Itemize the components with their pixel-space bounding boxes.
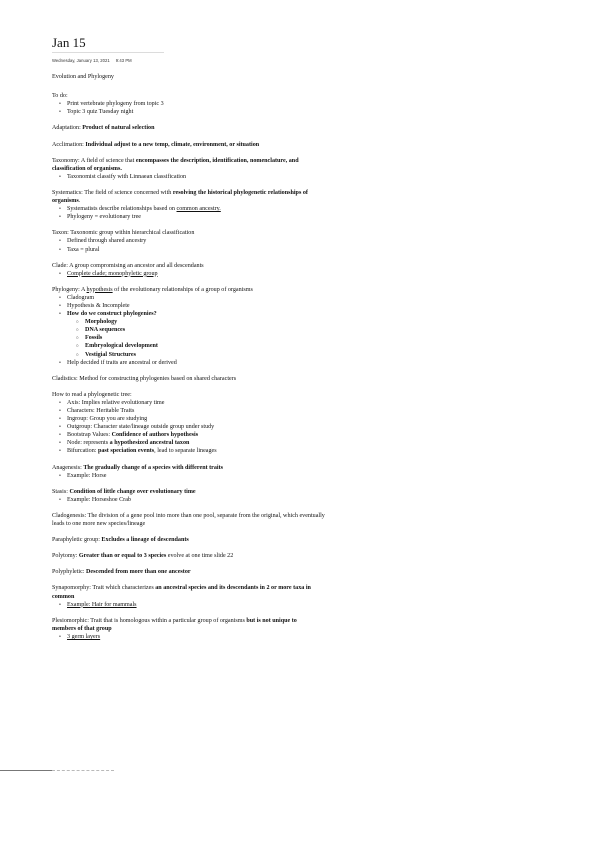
- term-definition: Descended from more than one ancestor: [86, 569, 191, 576]
- title-divider: [52, 52, 164, 53]
- cladistics-text[interactable]: Cladistics: Method for constructing phylogenies based on shared characters: [52, 375, 237, 382]
- term-definition: an ancestral species and its descendants in 2 or more taxa in common: [52, 585, 311, 600]
- stasis-text[interactable]: [52, 488, 552, 496]
- term-definition: Greater than or equal to 3 species: [78, 553, 167, 560]
- term-definition: but is not unique to members of that group: [52, 617, 297, 632]
- taxonomy-section: [52, 157, 552, 181]
- cladogenesis-section: [52, 512, 552, 528]
- systematics-text[interactable]: [52, 189, 317, 205]
- polytomy-section: [52, 552, 552, 560]
- clade-list: [52, 270, 552, 278]
- term-label: Anagenesis:: [52, 464, 84, 471]
- sub-list-item[interactable]: [52, 351, 552, 359]
- adaptation-section: [52, 124, 552, 132]
- item-text: Bifurcation:: [67, 448, 98, 455]
- list-item[interactable]: • Taxa = plural: [52, 246, 552, 254]
- term-label: Plesiomorphic: Trait that is homologous within a particular group of organisms: [52, 617, 247, 624]
- list-item[interactable]: • Taxonomist classify with Linnaean classification: [52, 173, 552, 181]
- list-item[interactable]: [52, 601, 552, 609]
- stasis-section: [52, 488, 552, 504]
- term-definition: Condition of little change over evolutionary time: [69, 488, 196, 495]
- topic-text[interactable]: Evolution and Phylogeny: [52, 74, 114, 81]
- todo-heading[interactable]: To do:: [52, 93, 68, 100]
- term-label: Acclimation:: [52, 141, 86, 148]
- list-item[interactable]: [52, 633, 552, 641]
- term-definition: encompasses the description, identification, nomenclature, and classification of organisms.: [52, 157, 299, 172]
- term-definition: of the evolutionary relationships of a group of organisms: [112, 286, 253, 293]
- bold-text: Confidence of authors hypothesis: [111, 432, 199, 439]
- list-item[interactable]: • Example: Horse: [52, 472, 552, 480]
- synapomorphy-text[interactable]: [52, 584, 327, 600]
- polytomy-text[interactable]: [52, 552, 552, 560]
- bold-text: past speciation events: [97, 448, 155, 455]
- sub-list-item[interactable]: [52, 326, 552, 334]
- phylogeny-methods-list: [52, 318, 552, 358]
- note-time: 9:43 PM: [115, 58, 132, 63]
- bold-text: Fossils: [85, 335, 103, 342]
- synapomorphy-section: [52, 584, 552, 608]
- term-label: Stasis:: [52, 488, 70, 495]
- stasis-list: [52, 496, 552, 504]
- term-label: Systematics: The field of science concerned with: [52, 189, 173, 196]
- bold-text: Embryological development: [85, 343, 158, 350]
- sub-list-item[interactable]: [52, 342, 552, 350]
- note-page: [52, 36, 552, 641]
- underlined-text: common ancestry.: [176, 206, 221, 213]
- note-date: Wednesday, January 13, 2021: [52, 58, 110, 63]
- list-item[interactable]: [52, 205, 552, 213]
- taxonomy-list: [52, 173, 552, 181]
- list-item[interactable]: • Ingroup: Group you are studying: [52, 415, 552, 423]
- list-item[interactable]: [52, 439, 552, 447]
- term-end: .: [78, 198, 81, 205]
- tree-section: [52, 391, 552, 456]
- note-datetime: [52, 57, 552, 65]
- phylogeny-text[interactable]: [52, 286, 552, 294]
- term-label: Adaptation:: [52, 125, 83, 132]
- plesiomorphic-section: [52, 617, 552, 641]
- bold-text: Morphology: [85, 319, 118, 326]
- synapomorphy-list: [52, 601, 552, 609]
- anagenesis-section: [52, 464, 552, 480]
- paraphyletic-section: [52, 536, 552, 544]
- adaptation-text[interactable]: [52, 124, 552, 132]
- list-item[interactable]: • Cladogram: [52, 294, 552, 302]
- list-item[interactable]: [52, 310, 552, 318]
- term-definition: Individual adjust to a new temp, climate, environment, or situation: [85, 141, 260, 148]
- anagenesis-list: [52, 472, 552, 480]
- plesiomorphic-list: [52, 633, 552, 641]
- list-item[interactable]: [52, 447, 552, 455]
- clade-section: [52, 262, 552, 278]
- underlined-text: 3 germ layers: [67, 633, 101, 640]
- underlined-text: Complete clade; monophyletic group: [67, 270, 158, 277]
- underlined-text: hypothesis: [86, 286, 113, 293]
- term-end: evolve at one time slide 22: [166, 553, 234, 560]
- anagenesis-text[interactable]: [52, 464, 552, 472]
- list-item[interactable]: • Axis: Implies relative evolutionary time: [52, 399, 552, 407]
- term-label: Taxonomy: A field of science that: [52, 157, 136, 164]
- page-divider: [0, 770, 52, 771]
- taxonomy-text[interactable]: [52, 157, 302, 173]
- item-text: Systematists describe relationships based on: [67, 206, 177, 213]
- term-definition: The gradually change of a species with different traits: [83, 464, 224, 471]
- term-label: Polyphyletic:: [52, 569, 87, 576]
- list-item[interactable]: • Help decided if traits are ancestral or derived: [52, 359, 552, 367]
- list-item[interactable]: • Phylogeny = evolutionary tree: [52, 213, 552, 221]
- term-label: Polytomy:: [52, 553, 79, 560]
- taxon-text[interactable]: Taxon: Taxonomic group within hierarchical classification: [52, 230, 195, 237]
- list-item[interactable]: [52, 270, 552, 278]
- list-item[interactable]: • Defined through shared ancestry: [52, 237, 552, 245]
- cladistics-section: [52, 375, 552, 383]
- todo-section: [52, 92, 552, 116]
- underlined-text: Example: Hair for mammals: [67, 601, 137, 608]
- polyphyletic-section: [52, 568, 552, 576]
- paraphyletic-text[interactable]: [52, 536, 552, 544]
- systematics-list: [52, 205, 552, 221]
- list-item[interactable]: • Hypothesis & Incomplete: [52, 302, 552, 310]
- bold-text: How do we construct phylogenies?: [67, 311, 157, 318]
- list-item[interactable]: • Topic 3 quiz Tuesday night: [52, 108, 552, 116]
- term-label: Paraphyletic group:: [52, 537, 102, 544]
- item-text: , lead to separate lineages: [154, 448, 217, 455]
- note-title[interactable]: Jan 15: [52, 35, 86, 50]
- sub-list-item[interactable]: [52, 318, 552, 326]
- sub-list-item[interactable]: [52, 334, 552, 342]
- bold-text: a hypothesized ancestral taxon: [109, 440, 190, 447]
- cladogenesis-text[interactable]: Cladogenesis: The division of a gene pool into more than one pool, separate from the original, which eventually leads to one more new species/lineage: [52, 512, 325, 528]
- polyphyletic-text[interactable]: [52, 568, 552, 576]
- phylogeny-section: [52, 286, 552, 367]
- tree-list: [52, 399, 552, 456]
- todo-list: [52, 100, 552, 116]
- term-definition: Excludes a lineage of descendants: [101, 537, 189, 544]
- term-definition: Product of natural selection: [82, 125, 155, 132]
- bold-text: DNA sequences: [85, 327, 126, 334]
- tree-heading[interactable]: How to read a phylogenetic tree:: [52, 391, 132, 398]
- term-label: Synapomorphy: Trait which characterizes: [52, 585, 156, 592]
- taxon-section: [52, 229, 552, 253]
- phylogeny-list: [52, 294, 552, 318]
- bold-text: Vestigial Structures: [85, 351, 136, 358]
- topic-section: [52, 73, 552, 81]
- term-label: Phylogeny: A: [52, 286, 87, 293]
- item-text: Node: represents: [67, 440, 110, 447]
- list-item[interactable]: • Example: Horseshoe Crab: [52, 496, 552, 504]
- list-item[interactable]: • Outgroup: Character state/lineage outside group under study: [52, 423, 552, 431]
- plesiomorphic-text[interactable]: [52, 617, 322, 633]
- clade-text[interactable]: Clade: A group compromising an ancestor and all descendants: [52, 262, 204, 269]
- systematics-section: [52, 189, 552, 221]
- page-divider-dotted: [52, 770, 114, 772]
- item-text: Bootstrap Values:: [67, 432, 112, 439]
- acclimation-section: [52, 141, 552, 149]
- taxon-list: [52, 237, 552, 253]
- acclimation-text[interactable]: [52, 141, 552, 149]
- list-item[interactable]: [52, 431, 552, 439]
- list-item[interactable]: • Characters: Heritable Traits: [52, 407, 552, 415]
- term-definition: resolving the historical phylogenetic relationships of organisms: [52, 189, 308, 205]
- phylogeny-list-end: [52, 359, 552, 367]
- list-item[interactable]: • Print vertebrate phylogeny from topic 3: [52, 100, 552, 108]
